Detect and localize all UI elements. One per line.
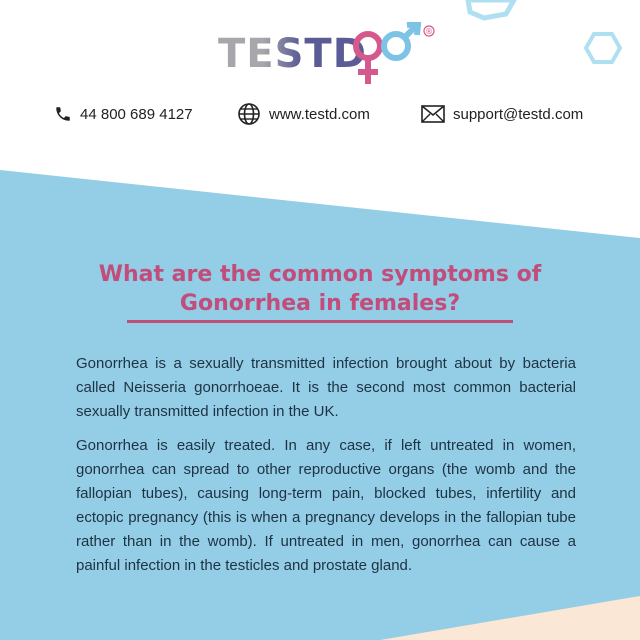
- email-address: support@testd.com: [453, 105, 584, 123]
- phone-number: 44 800 689 4127: [80, 105, 193, 123]
- contact-website[interactable]: [237, 100, 370, 128]
- globe-icon: [237, 102, 261, 126]
- article-paragraph: Gonorrhea is easily treated. In any case, if left untreated in women, gonorrhea can spread to other reproductive organs (the womb and the fallopian tubes), causing long-term pain, blocked tubes, infertility and ectopic pregnancy (this is when a pregnancy develops in the fallopian tube rather than in the womb). If untreated in men, gonorrhea can cause a painful infection in the testicles and prostate gland.: [76, 437, 576, 574]
- contact-bar: [0, 100, 640, 128]
- article-body: [76, 352, 576, 588]
- brand-logo: [0, 22, 640, 86]
- logo-wordmark: TESTD: [218, 31, 367, 77]
- title-underline: [127, 320, 513, 323]
- gender-symbol-icon: [351, 22, 441, 86]
- website-url: www.testd.com: [269, 105, 370, 123]
- mail-icon: [421, 105, 445, 123]
- phone-icon: [54, 105, 72, 123]
- article-title: What are the common symptoms of Gonorrhea in females?: [98, 262, 542, 316]
- article-paragraph: Gonorrhea is a sexually transmitted infection brought about by bacteria called Neisseria gonorrhoeae. It is the second most common bacterial sexually transmitted infection in the UK.: [76, 355, 576, 420]
- contact-email[interactable]: [421, 100, 583, 128]
- registered-mark: ®: [425, 27, 433, 36]
- contact-phone[interactable]: [54, 100, 193, 128]
- logo-text: [218, 30, 367, 78]
- hexagon-decoration-top: [468, 0, 514, 18]
